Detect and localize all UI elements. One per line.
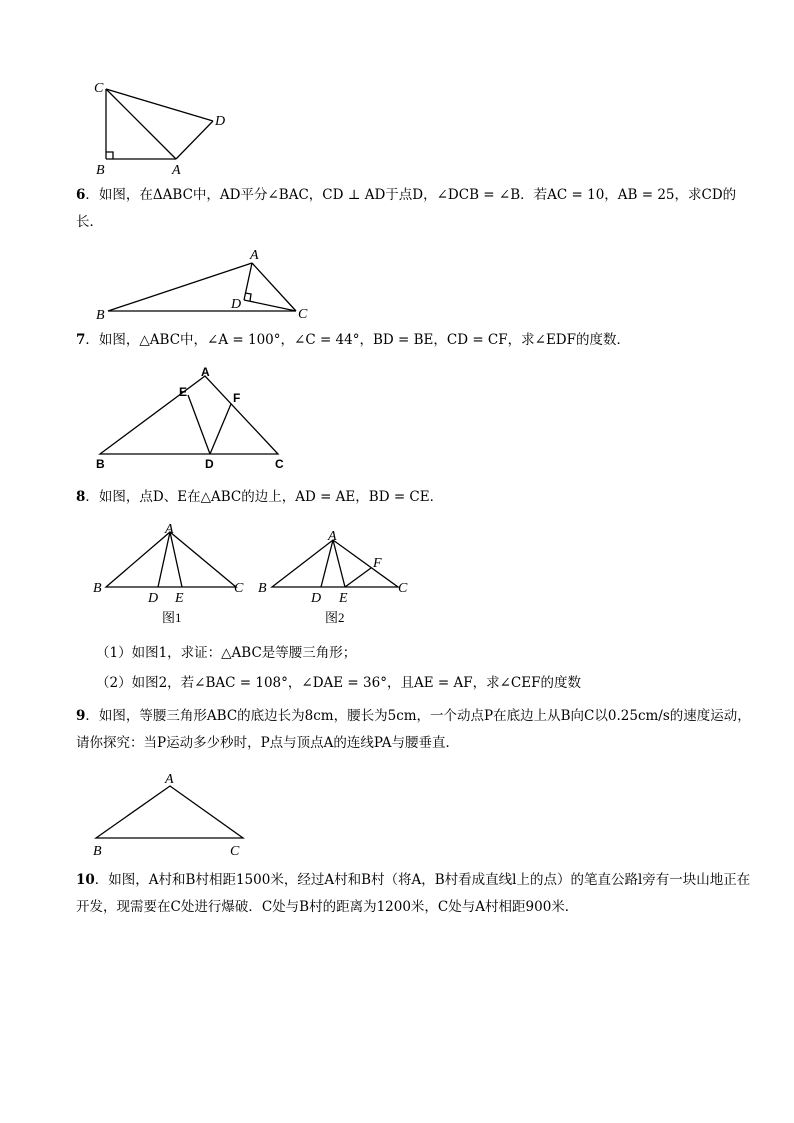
segment-ed: [188, 395, 210, 454]
question-text: ．如图，△ABC中，∠A = 100°，∠C = 44°，BD = BE，CD = CF，求∠EDF的度数．: [85, 332, 630, 348]
question-8: [76, 484, 756, 511]
label-f: F: [233, 391, 241, 405]
label-d: D: [148, 591, 159, 606]
question-10: [76, 867, 756, 921]
triangle-abc: [100, 376, 278, 454]
question-8-part-1: （1）如图1，求证：△ABC是等腰三角形；: [96, 645, 357, 661]
label-e: E: [339, 591, 348, 606]
label-b: B: [96, 457, 105, 471]
label-c: C: [298, 307, 308, 322]
question-number: 9: [76, 708, 86, 724]
figure-8-1: [93, 522, 244, 625]
caption-figure-2: 图2: [325, 610, 345, 625]
segment-fd: [210, 404, 231, 454]
label-d: D: [231, 297, 242, 312]
label-a: A: [165, 772, 174, 787]
label-b: B: [258, 581, 267, 596]
segment-ac: [252, 263, 296, 311]
figure-quadrilateral-abcd: [80, 70, 250, 180]
figure-8-pair: [88, 518, 418, 633]
label-a: A: [201, 365, 210, 379]
question-text: ．如图，点D、E在△ABC的边上，AD = AE，BD = CE．: [85, 489, 444, 505]
question-text: ．如图，A村和B村相距1500米，经过A村和B村（将A，B村看成直线l上的点）的笔直公路l旁有一块山地正在开发，现需要在C处进行爆破．C处与B村的距离为1200米，C处与A村相距900米．: [76, 872, 751, 915]
label-a: A: [165, 522, 174, 537]
label-b: B: [93, 581, 102, 596]
label-e: E: [179, 385, 188, 399]
label-b: B: [96, 308, 105, 323]
question-number: 8: [76, 489, 86, 505]
label-d: D: [311, 591, 322, 606]
label-b: B: [96, 163, 105, 178]
label-c: C: [94, 81, 104, 96]
question-9: [76, 703, 756, 757]
question-8-part-2: （2）如图2，若∠BAC = 108°，∠DAE = 36°，且AE = AF，求∠CEF的度数: [96, 675, 581, 691]
label-a: A: [328, 529, 337, 544]
question-number: 6: [76, 187, 86, 203]
question-text: ．如图，在ΔABC中，AD平分∠BAC，CD ⊥ AD于点D，∠DCB = ∠B．若AC = 10，AB = 25，求CD的长．: [76, 187, 737, 230]
label-c: C: [230, 844, 240, 859]
label-f: F: [373, 556, 382, 571]
label-c: C: [275, 457, 284, 471]
label-d: D: [215, 114, 226, 129]
question-7: [76, 327, 756, 354]
label-e: E: [175, 591, 184, 606]
label-c: C: [398, 581, 408, 596]
label-d: D: [205, 457, 214, 471]
label-b: B: [93, 844, 102, 859]
triangle-abc: [106, 532, 236, 587]
figure-triangle-abc-with-d: [90, 240, 330, 325]
question-number: 10: [76, 872, 95, 888]
question-text: ．如图，等腰三角形ABC的底边长为8cm，腰长为5cm，一个动点P在底边上从B向C以0.25cm/s的速度运动，请你探究：当P运动多少秒时，P点与顶点A的连线PA与腰垂直．: [76, 708, 751, 751]
figure-isosceles-abc: [86, 768, 261, 860]
segment-ef: [345, 568, 371, 587]
label-a: A: [250, 248, 259, 263]
figure-8-2: [258, 529, 408, 625]
question-6: [76, 182, 756, 236]
caption-figure-1: 图1: [162, 610, 182, 625]
label-a: A: [172, 163, 181, 178]
label-c: C: [234, 581, 244, 596]
triangle-abc: [96, 786, 243, 838]
question-number: 7: [76, 332, 86, 348]
figure-triangle-def-inscribed: [90, 362, 300, 470]
right-angle-mark: [106, 152, 113, 159]
segment-da: [176, 121, 213, 159]
